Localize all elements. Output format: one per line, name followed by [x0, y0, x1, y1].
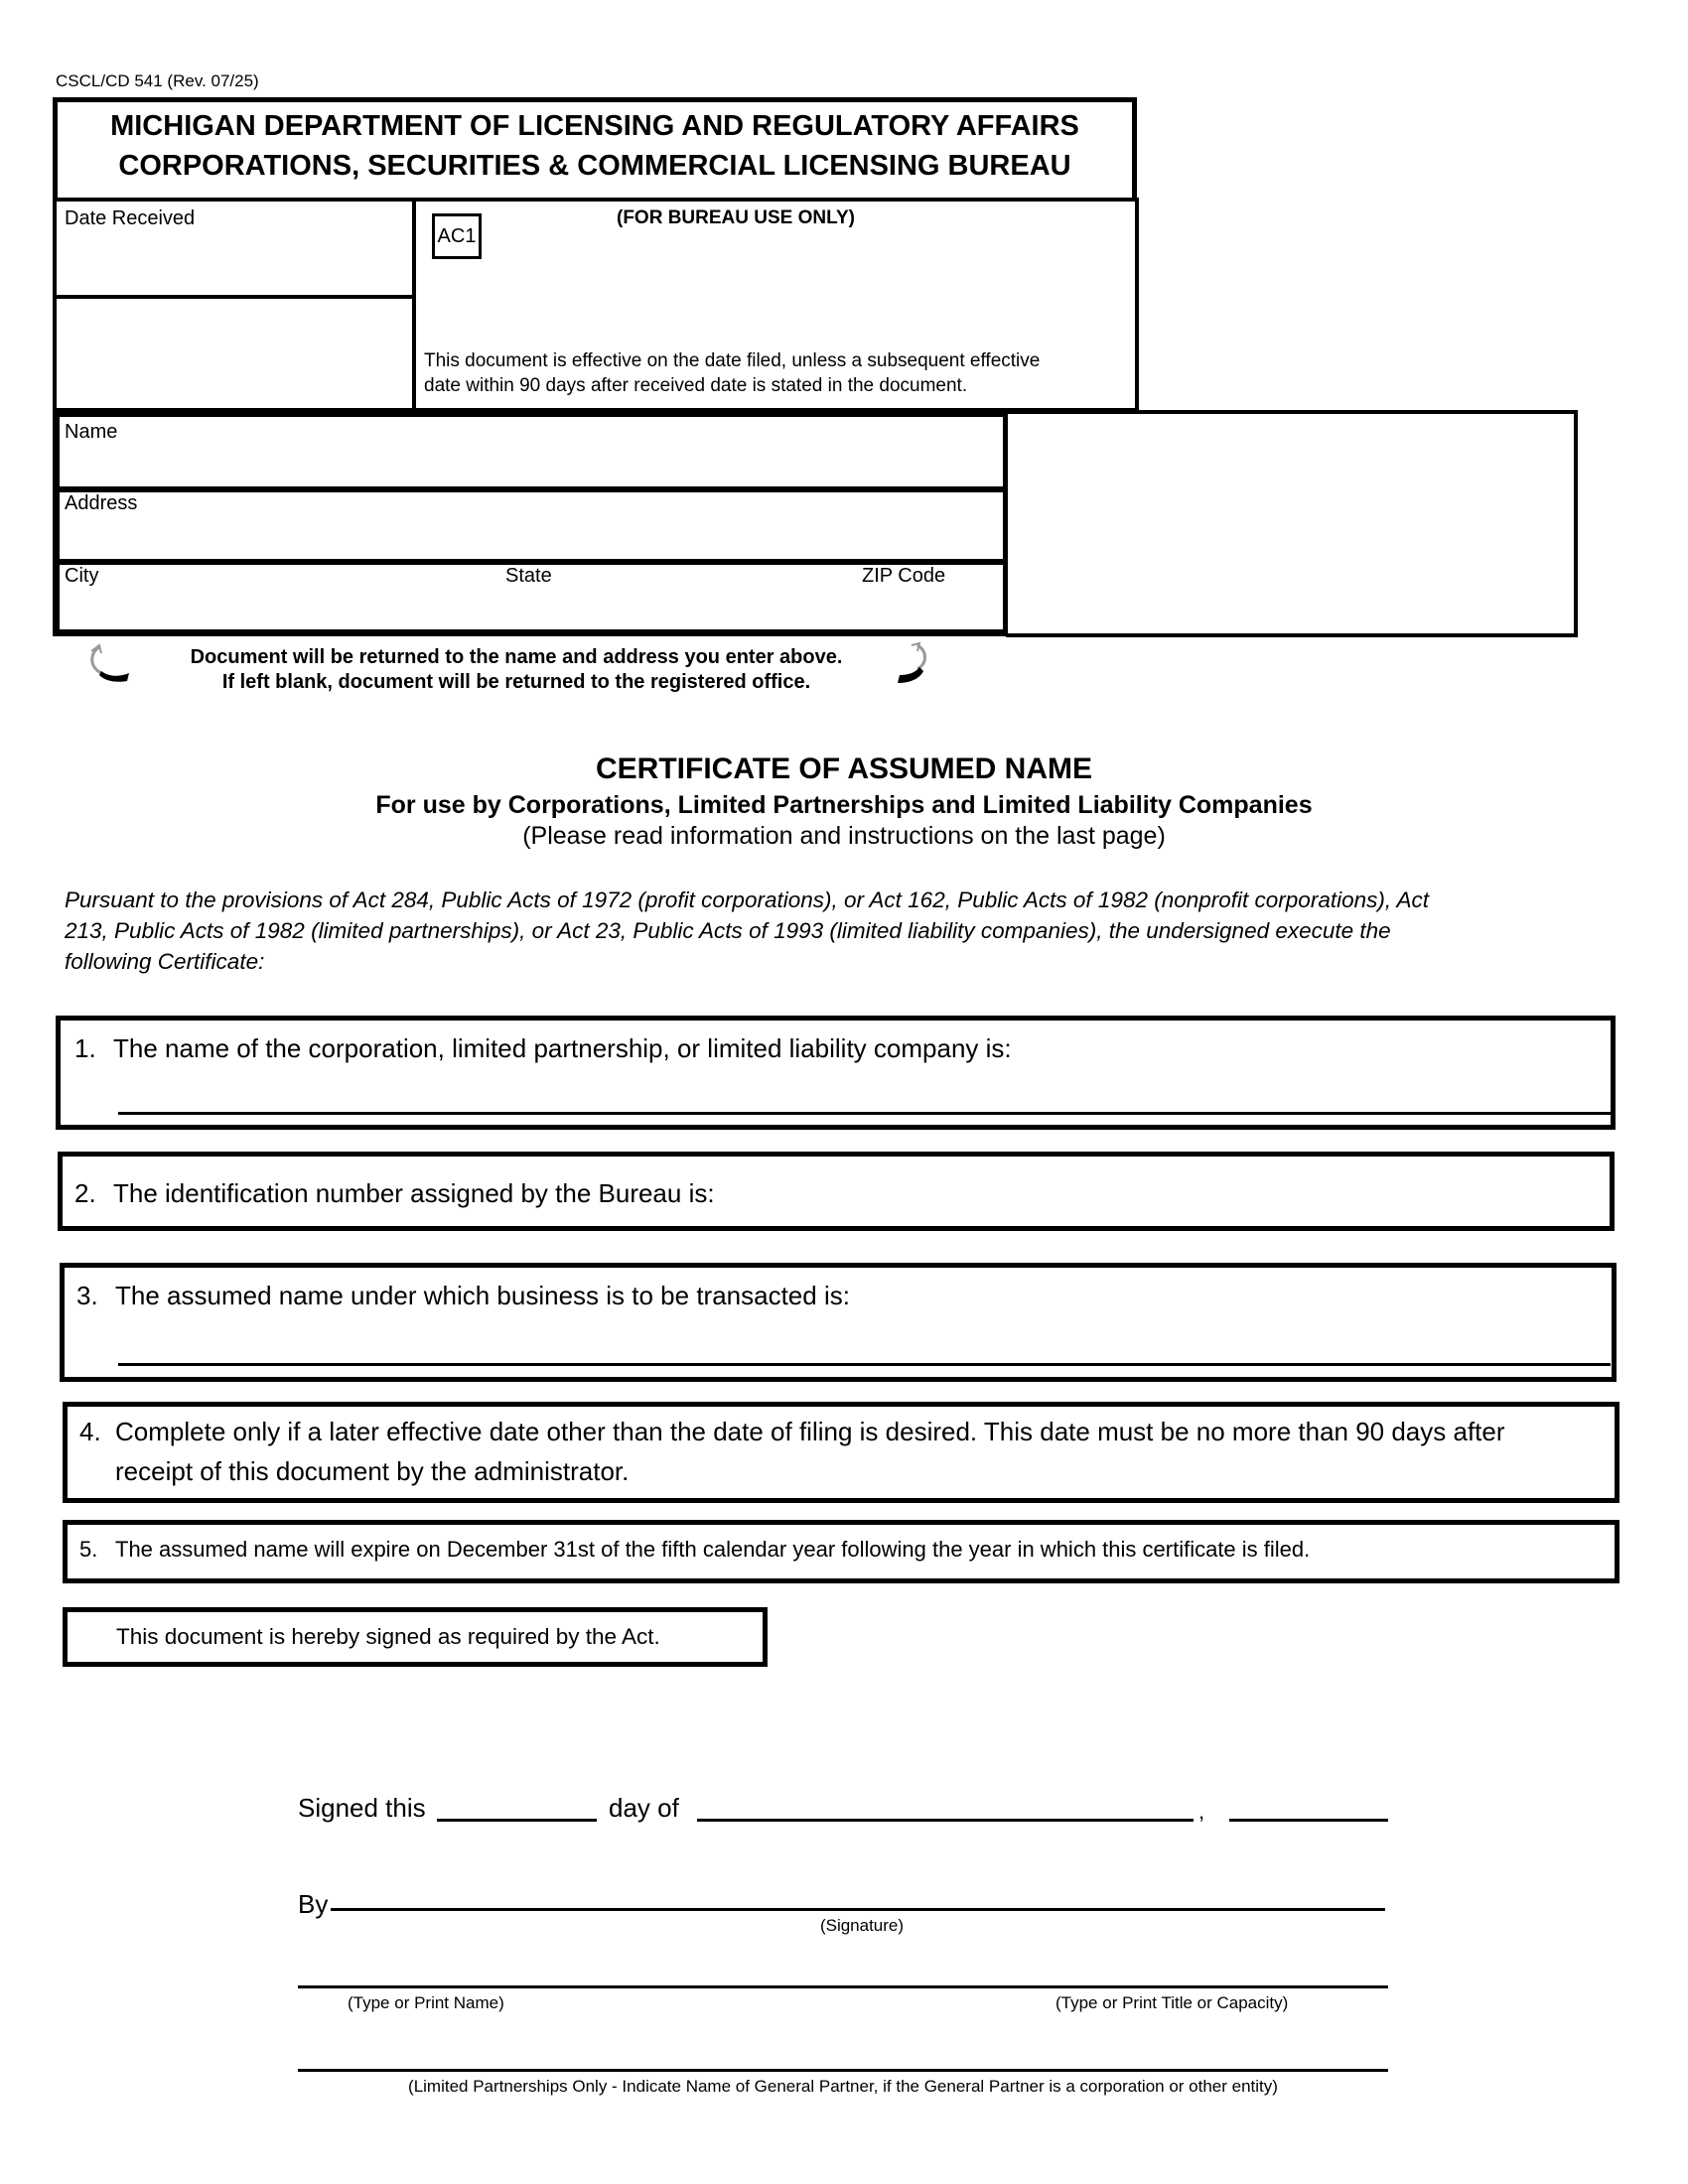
- print-name-line: [298, 1985, 1388, 1988]
- signed-day-field[interactable]: [437, 1787, 600, 1821]
- signed-statement-box: [63, 1607, 768, 1667]
- return-notice-line2: If left blank, document will be returned to the registered office.: [221, 671, 811, 693]
- item-4-text-line1: Complete only if a later effective date other than the date of filing is desired. This date must be no more than 90 days after: [115, 1417, 1505, 1446]
- bureau-use-label: (FOR BUREAU USE ONLY): [617, 207, 855, 228]
- item-5-number: 5.: [79, 1537, 98, 1562]
- general-partner-caption: (Limited Partnerships Only - Indicate Name of General Partner, if the General Partner is a corporation or other entity): [408, 2077, 1278, 2096]
- signed-statement-text: This document is hereby signed as required by the Act.: [116, 1624, 660, 1649]
- bureau-blank-cell: [53, 295, 416, 412]
- effective-note-line1: This document is effective on the date filed, unless a subsequent effective: [424, 350, 1041, 371]
- city-field[interactable]: [65, 593, 486, 626]
- date-received-label: Date Received: [65, 207, 196, 229]
- print-name-title-field[interactable]: [298, 1954, 1392, 1987]
- item-2-text: The identification number assigned by the Bureau is:: [113, 1178, 715, 1208]
- signed-month-field[interactable]: [697, 1787, 1197, 1821]
- name-row[interactable]: [60, 417, 1003, 492]
- return-notice-line1: Document will be returned to the name and address you enter above.: [190, 646, 843, 668]
- signed-year-line: [1229, 1819, 1388, 1822]
- preamble-line2: 213, Public Acts of 1982 (limited partnerships), or Act 23, Public Acts of 1993 (limited liability companies), the undersigned execute the: [65, 918, 1391, 943]
- item-4-number: 4.: [79, 1417, 101, 1446]
- item-1-box: [56, 1016, 1616, 1130]
- item-2-id-number-field[interactable]: [777, 1173, 1596, 1215]
- item-5-text: The assumed name will expire on December 31st of the fifth calendar year following the year in which this certificate is filed.: [115, 1537, 1311, 1562]
- item-1-number: 1.: [74, 1033, 96, 1063]
- date-comma: ,: [1198, 1799, 1205, 1824]
- date-received-cell[interactable]: [53, 198, 416, 299]
- certificate-note: (Please read information and instructions on the last page): [522, 822, 1166, 850]
- signed-month-line: [697, 1819, 1194, 1822]
- address-label: Address: [65, 492, 138, 514]
- item-3-text: The assumed name under which business is to be transacted is:: [115, 1281, 850, 1310]
- zip-field[interactable]: [862, 593, 995, 626]
- agency-name: MICHIGAN DEPARTMENT OF LICENSING AND REGULATORY AFFAIRS: [110, 110, 1079, 142]
- preamble-line1: Pursuant to the provisions of Act 284, Public Acts of 1972 (profit corporations), or Act 162, Public Acts of 1982 (nonprofit corporations), Act: [65, 887, 1430, 912]
- state-label: State: [505, 565, 552, 587]
- name-field[interactable]: [65, 447, 992, 482]
- general-partner-line: [298, 2069, 1388, 2072]
- item-3-assumed-name-field[interactable]: [118, 1323, 1612, 1365]
- certificate-title: CERTIFICATE OF ASSUMED NAME: [596, 752, 1092, 785]
- name-label: Name: [65, 421, 118, 443]
- state-field[interactable]: [505, 593, 837, 626]
- ac1-code-box: [432, 213, 482, 259]
- city-state-zip-row[interactable]: [60, 565, 1003, 629]
- item-3-number: 3.: [76, 1281, 98, 1310]
- day-of-label: day of: [609, 1793, 679, 1823]
- signed-year-field[interactable]: [1229, 1787, 1392, 1821]
- item-2-box: [58, 1152, 1615, 1231]
- address-field[interactable]: [65, 520, 992, 556]
- preamble-line3: following Certificate:: [65, 949, 265, 974]
- form-id: CSCL/CD 541 (Rev. 07/25): [56, 71, 259, 90]
- item-1-corporation-name-field[interactable]: [118, 1072, 1612, 1114]
- city-label: City: [65, 565, 99, 587]
- signature-line: [331, 1908, 1385, 1911]
- general-partner-field[interactable]: [298, 2037, 1392, 2071]
- by-label: By: [298, 1889, 329, 1919]
- agency-header: [53, 97, 1137, 203]
- signature-field[interactable]: [331, 1876, 1389, 1910]
- return-arrow-left-icon: [85, 643, 135, 683]
- return-address-box: [53, 410, 1008, 636]
- item-1-text: The name of the corporation, limited partnership, or limited liability company is:: [113, 1033, 1012, 1063]
- signed-day-line: [437, 1819, 597, 1822]
- item-4-text-line2: receipt of this document by the administrator.: [115, 1456, 630, 1486]
- return-arrow-right-icon: [894, 641, 943, 685]
- effective-note-line2: date within 90 days after received date is stated in the document.: [424, 375, 968, 396]
- item-1-underline: [118, 1112, 1611, 1115]
- print-title-caption: (Type or Print Title or Capacity): [1055, 1993, 1289, 2012]
- signed-this-label: Signed this: [298, 1793, 426, 1823]
- ac1-code: AC1: [437, 225, 477, 247]
- bureau-name: CORPORATIONS, SECURITIES & COMMERCIAL LICENSING BUREAU: [118, 150, 1071, 182]
- bureau-blank-box-right: [1006, 410, 1578, 637]
- item-3-box: [60, 1263, 1617, 1382]
- item-2-number: 2.: [74, 1178, 96, 1208]
- item-5-box: [63, 1520, 1619, 1583]
- signature-caption: (Signature): [819, 1916, 905, 1935]
- address-row[interactable]: [60, 492, 1003, 565]
- item-4-box[interactable]: [63, 1402, 1619, 1503]
- zip-label: ZIP Code: [862, 565, 946, 587]
- certificate-subtitle: For use by Corporations, Limited Partnerships and Limited Liability Companies: [375, 791, 1313, 819]
- bureau-use-cell: [412, 198, 1139, 412]
- print-name-caption: (Type or Print Name): [348, 1993, 504, 2012]
- item-3-underline: [118, 1363, 1611, 1366]
